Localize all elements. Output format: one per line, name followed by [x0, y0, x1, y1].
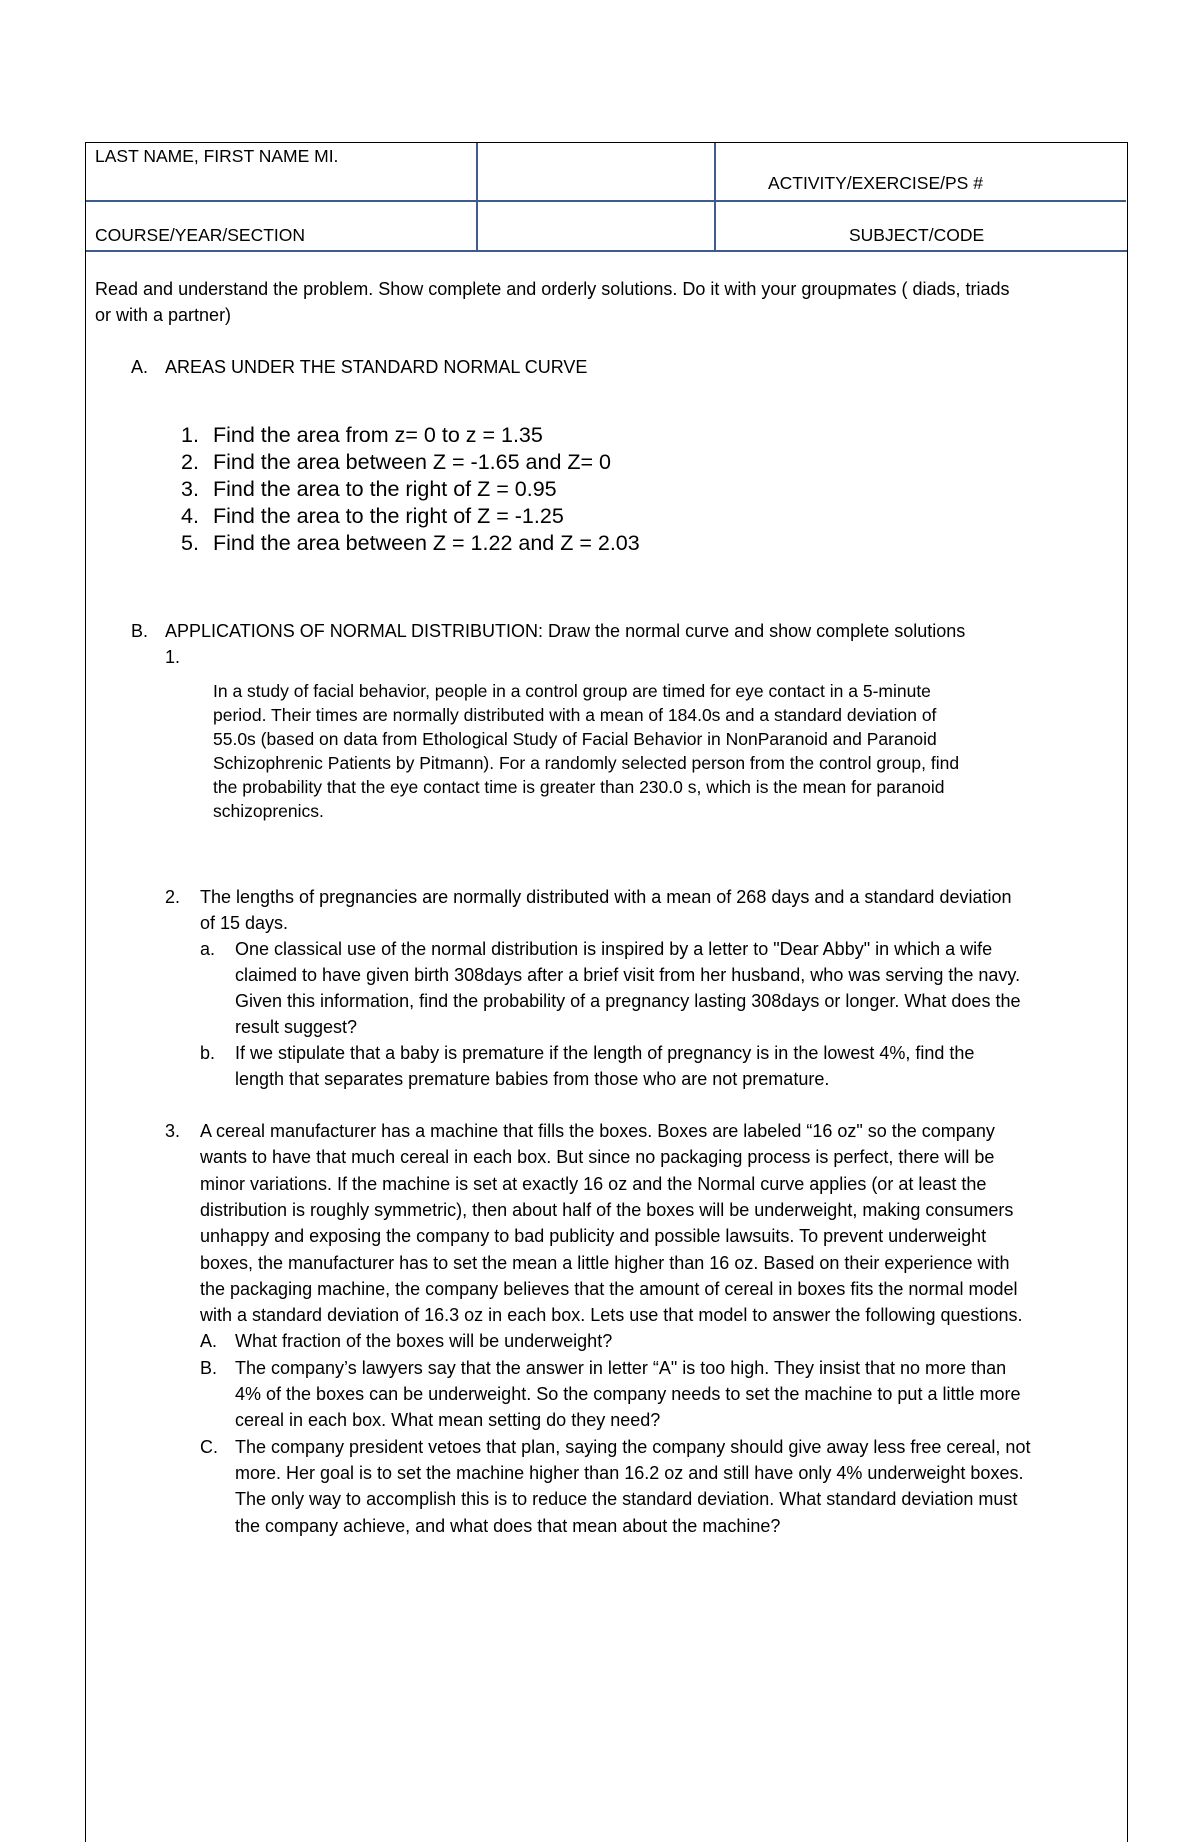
- header-table: [86, 143, 1127, 252]
- list-item: 1.: [181, 423, 199, 447]
- activity-label: ACTIVITY/EXERCISE/PS #: [768, 173, 983, 193]
- list-item: 4.: [181, 504, 199, 528]
- subject-label: SUBJECT/CODE: [849, 225, 985, 245]
- list-item: 5.: [181, 531, 199, 555]
- list-item: 2.: [181, 450, 199, 474]
- list-item: 3.: [181, 477, 199, 501]
- name-label: LAST NAME, FIRST NAME MI.: [95, 146, 339, 166]
- course-label: COURSE/YEAR/SECTION: [95, 225, 306, 245]
- worksheet-frame: LAST NAME, FIRST NAME MI. ACTIVITY/EXERCISE/PS # COURSE/YEAR/SECTION SUBJECT/CODE Read and understand the problem. Show complete and orderly solutions. Do it with your groupmates ( diads, triads or with a partner) A. AREAS UNDER THE STANDARD NORMAL CURVE 1. Find the area from z= 0 to z = 1.35 2. Find the area between Z = -1.65 and Z= 0 3. Find the area to the right of Z = 0.95 4. Find the area to the right of Z = -1.25 5. Find the area between Z = 1.22 and Z = 2.03 B. APPLICATIONS OF NORMAL DISTRIBUTION: Draw the normal curve and show complete solutions 1. In a study of facial behavior, people in a control group are timed for eye contact in a 5-minute period. Their times are normally distributed with a mean of 184.0s and a standard deviation of 55.0s (based on data from Ethological Study of Facial Behavior in NonParanoid and Paranoid Schizophrenic Patients by Pitmann). For a randomly selected person from the control group, find the probability that the eye contact time is greater than 230.0 s, which is the mean for paranoid schizoprenics. 2. The lengths of pregnancies are normally distributed with a mean of 268 days and a standard deviation of 15 days. a. One classical use of the normal distribution is inspired by a letter to "Dear Abby" in which a wife claimed to have given birth 308days after a brief visit from her husband, who was serving the navy. Given this information, find the probability of a pregnancy lasting 308days or longer. What does the result suggest? b. If we stipulate that a baby is premature if the length of pregnancy is in the lowest 4%, find the length that separates premature babies from those who are not premature. 3. A cereal manufacturer has a machine that fills the boxes. Boxes are labeled “16 oz" so the company wants to have that much cereal in each box. But since no packaging process is perfect, there will be minor variations. If the machine is set at exactly 16 oz and the Normal curve applies (or at least the distribution is roughly symmetric), then about half of the boxes will be underweight, making consumers unhappy and exposing the company to bad publicity and possible lawsuits. To prevent underweight boxes, the manufacturer has to set the mean a little higher than 16 oz. Based on their experience with the packaging machine, the company believes that the amount of cereal in boxes fits the normal model with a standard deviation of 16.3 oz in each box. Lets use that model to answer the following questions. A. What fraction of the boxes will be underweight? B. The company’s lawyers say that the answer in letter “A" is too high. They insist that no more than 4% of the boxes can be underweight. So the company needs to set the machine to put a little more cereal in each box. What mean setting do they need? C. The company president vetoes that plan, saying the company should give away less free cereal, not more. Her goal is to set the machine higher than 16.2 oz and still have only 4% underweight boxes. The only way to accomplish this is to reduce the standard deviation. What standard deviation must the company achieve, and what does that mean about the machine?: [85, 142, 1128, 1842]
